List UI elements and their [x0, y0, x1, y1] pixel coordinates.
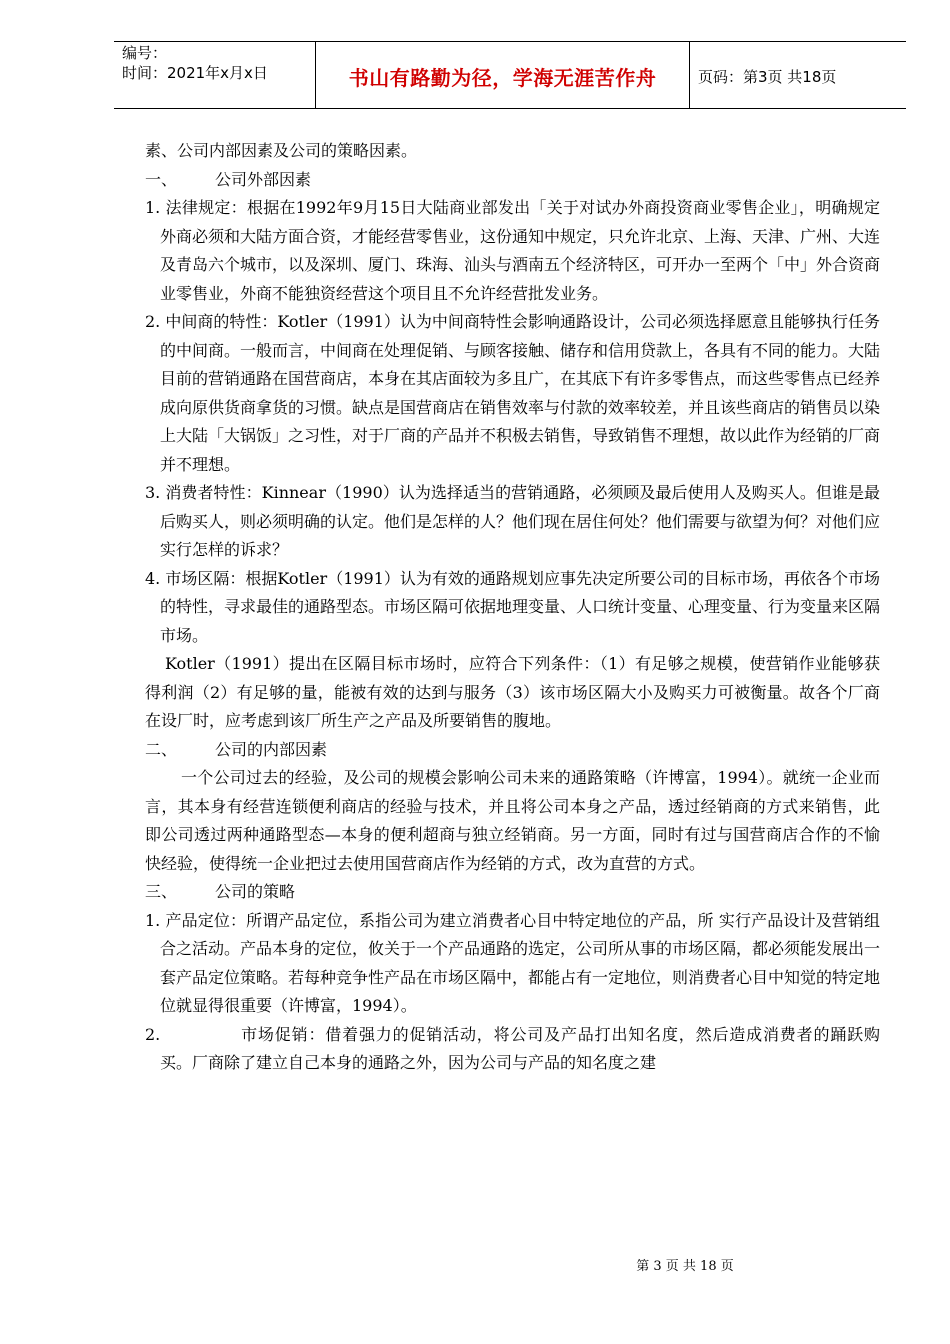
list-item-legal: 1. 法律规定：根据在1992年9月15日大陆商业部发出「关于对试办外商投资商业零售企业」，明确规定外商必须和大陆方面合资，才能经营零售业，这份通知中规定，只允许北京、上海、天津、广州、大连及青岛六个城市，以及深圳、厦门、珠海、汕头与酒南五个经济特区，可开办一至两个「中」外合资商业零售业，外商不能独资经营这个项目且不允许经营批发业务。 — [145, 198, 881, 303]
section-number: 二、 — [145, 739, 178, 759]
document-header — [114, 41, 906, 109]
page-footer: 第 3 页 共 18 页 — [636, 1259, 734, 1274]
header-page-cell — [690, 42, 906, 108]
code-label: 编号： — [122, 44, 168, 62]
header-meta-cell — [114, 42, 316, 108]
section-title: 公司的策略 — [215, 882, 296, 901]
list-text: 市场促销：借着强力的促销活动，将公司及产品打出知名度，然后造成消费者的踊跃购买。厂商除了建立自己本身的通路之外，因为公司与产品的知名度之建 — [160, 1024, 880, 1072]
header-motto-cell — [316, 42, 690, 108]
section-number: 一、 — [145, 169, 178, 189]
paragraph-intro: 素、公司内部因素及公司的策略因素。 — [145, 141, 418, 160]
section-title: 公司的内部因素 — [215, 739, 328, 759]
document-body — [145, 137, 880, 1078]
section-heading-2 — [145, 736, 880, 765]
section-heading-3 — [145, 878, 880, 907]
list-item-positioning: 1. 产品定位：所谓产品定位，系指公司为建立消费者心目中特定地位的产品，所 实行产品设计及营销组合之活动。产品本身的定位，攸关于一个产品通路的选定，公司所从事的市场区隔，都必须能发展出一套产品定位策略。若每种竞争性产品在市场区隔中，都能占有一定地位，则消费者心目中知觉的特定地位就显得很重要（许博富，1994）。 — [145, 910, 881, 1015]
section-heading-1 — [145, 166, 880, 195]
list-item-consumer: 3. 消费者特性：Kinnear（1990）认为选择适当的营销通路，必须顾及最后使用人及购买人。但谁是最后购买人，则必须明确的认定。他们是怎样的人？他们现在居住何处？他们需要与欲望为何？对他们应实行怎样的诉求？ — [145, 483, 881, 559]
list-item-intermediary: 2. 中间商的特性：Kotler（1991）认为中间商特性会影响通路设计，公司必须选择愿意且能够执行任务的中间商。一般而言，中间商在处理促销、与顾客接触、储存和信用贷款上，各具有不同的能力。大陆目前的营销通路在国营商店，本身在其店面较为多且广，在其底下有许多零售点，而这些零售点已经养成向原供货商拿货的习惯。缺点是国营商店在销售效率与付款的效率较差，并且该些商店的销售员以染上大陆「大锅饭」之习性，对于厂商的产品并不积极去销售，导致销售不理想，故以此作为经销的厂商并不理想。 — [145, 312, 881, 474]
list-item-promotion — [145, 1021, 880, 1078]
list-number: 2. — [145, 1024, 161, 1044]
section-title: 公司外部因素 — [215, 169, 312, 189]
section-number: 三、 — [145, 882, 178, 901]
motto-text: 书山有路勤为径，学海无涯苦作舟 — [348, 66, 657, 90]
header-page-label: 页码：第3页 共18页 — [698, 68, 837, 86]
list-item-segmentation: 4. 市场区隔：根据Kotler（1991）认为有效的通路规划应事先决定所要公司的目标市场，再依各个市场的特性，寻求最佳的通路型态。市场区隔可依据地理变量、人口统计变量、心理变量、行为变量来区隔市场。 — [145, 568, 881, 645]
time-label: 时间：2021年x月x日 — [122, 64, 268, 82]
paragraph-internal: 一个公司过去的经验，及公司的规模会影响公司未来的通路策略（许博富，1994）。就统一企业而言，其本身有经营连锁便利商店的经验与技术，并且将公司本身之产品，透过经销商的方式来销售，此即公司透过两种通路型态—本身的便利超商与独立经销商。另一方面，同时有过与国营商店合作的不愉快经验，使得统一企业把过去使用国营商店作为经销的方式，改为直营的方式。 — [145, 768, 880, 873]
paragraph-kotler: Kotler（1991）提出在区隔目标市场时，应符合下列条件：（1）有足够之规模，使营销作业能够获得利润（2）有足够的量，能被有效的达到与服务（3）该市场区隔大小及购买力可被衡量。故各个厂商在设厂时，应考虑到该厂所生产之产品及所要销售的腹地。 — [145, 654, 880, 730]
